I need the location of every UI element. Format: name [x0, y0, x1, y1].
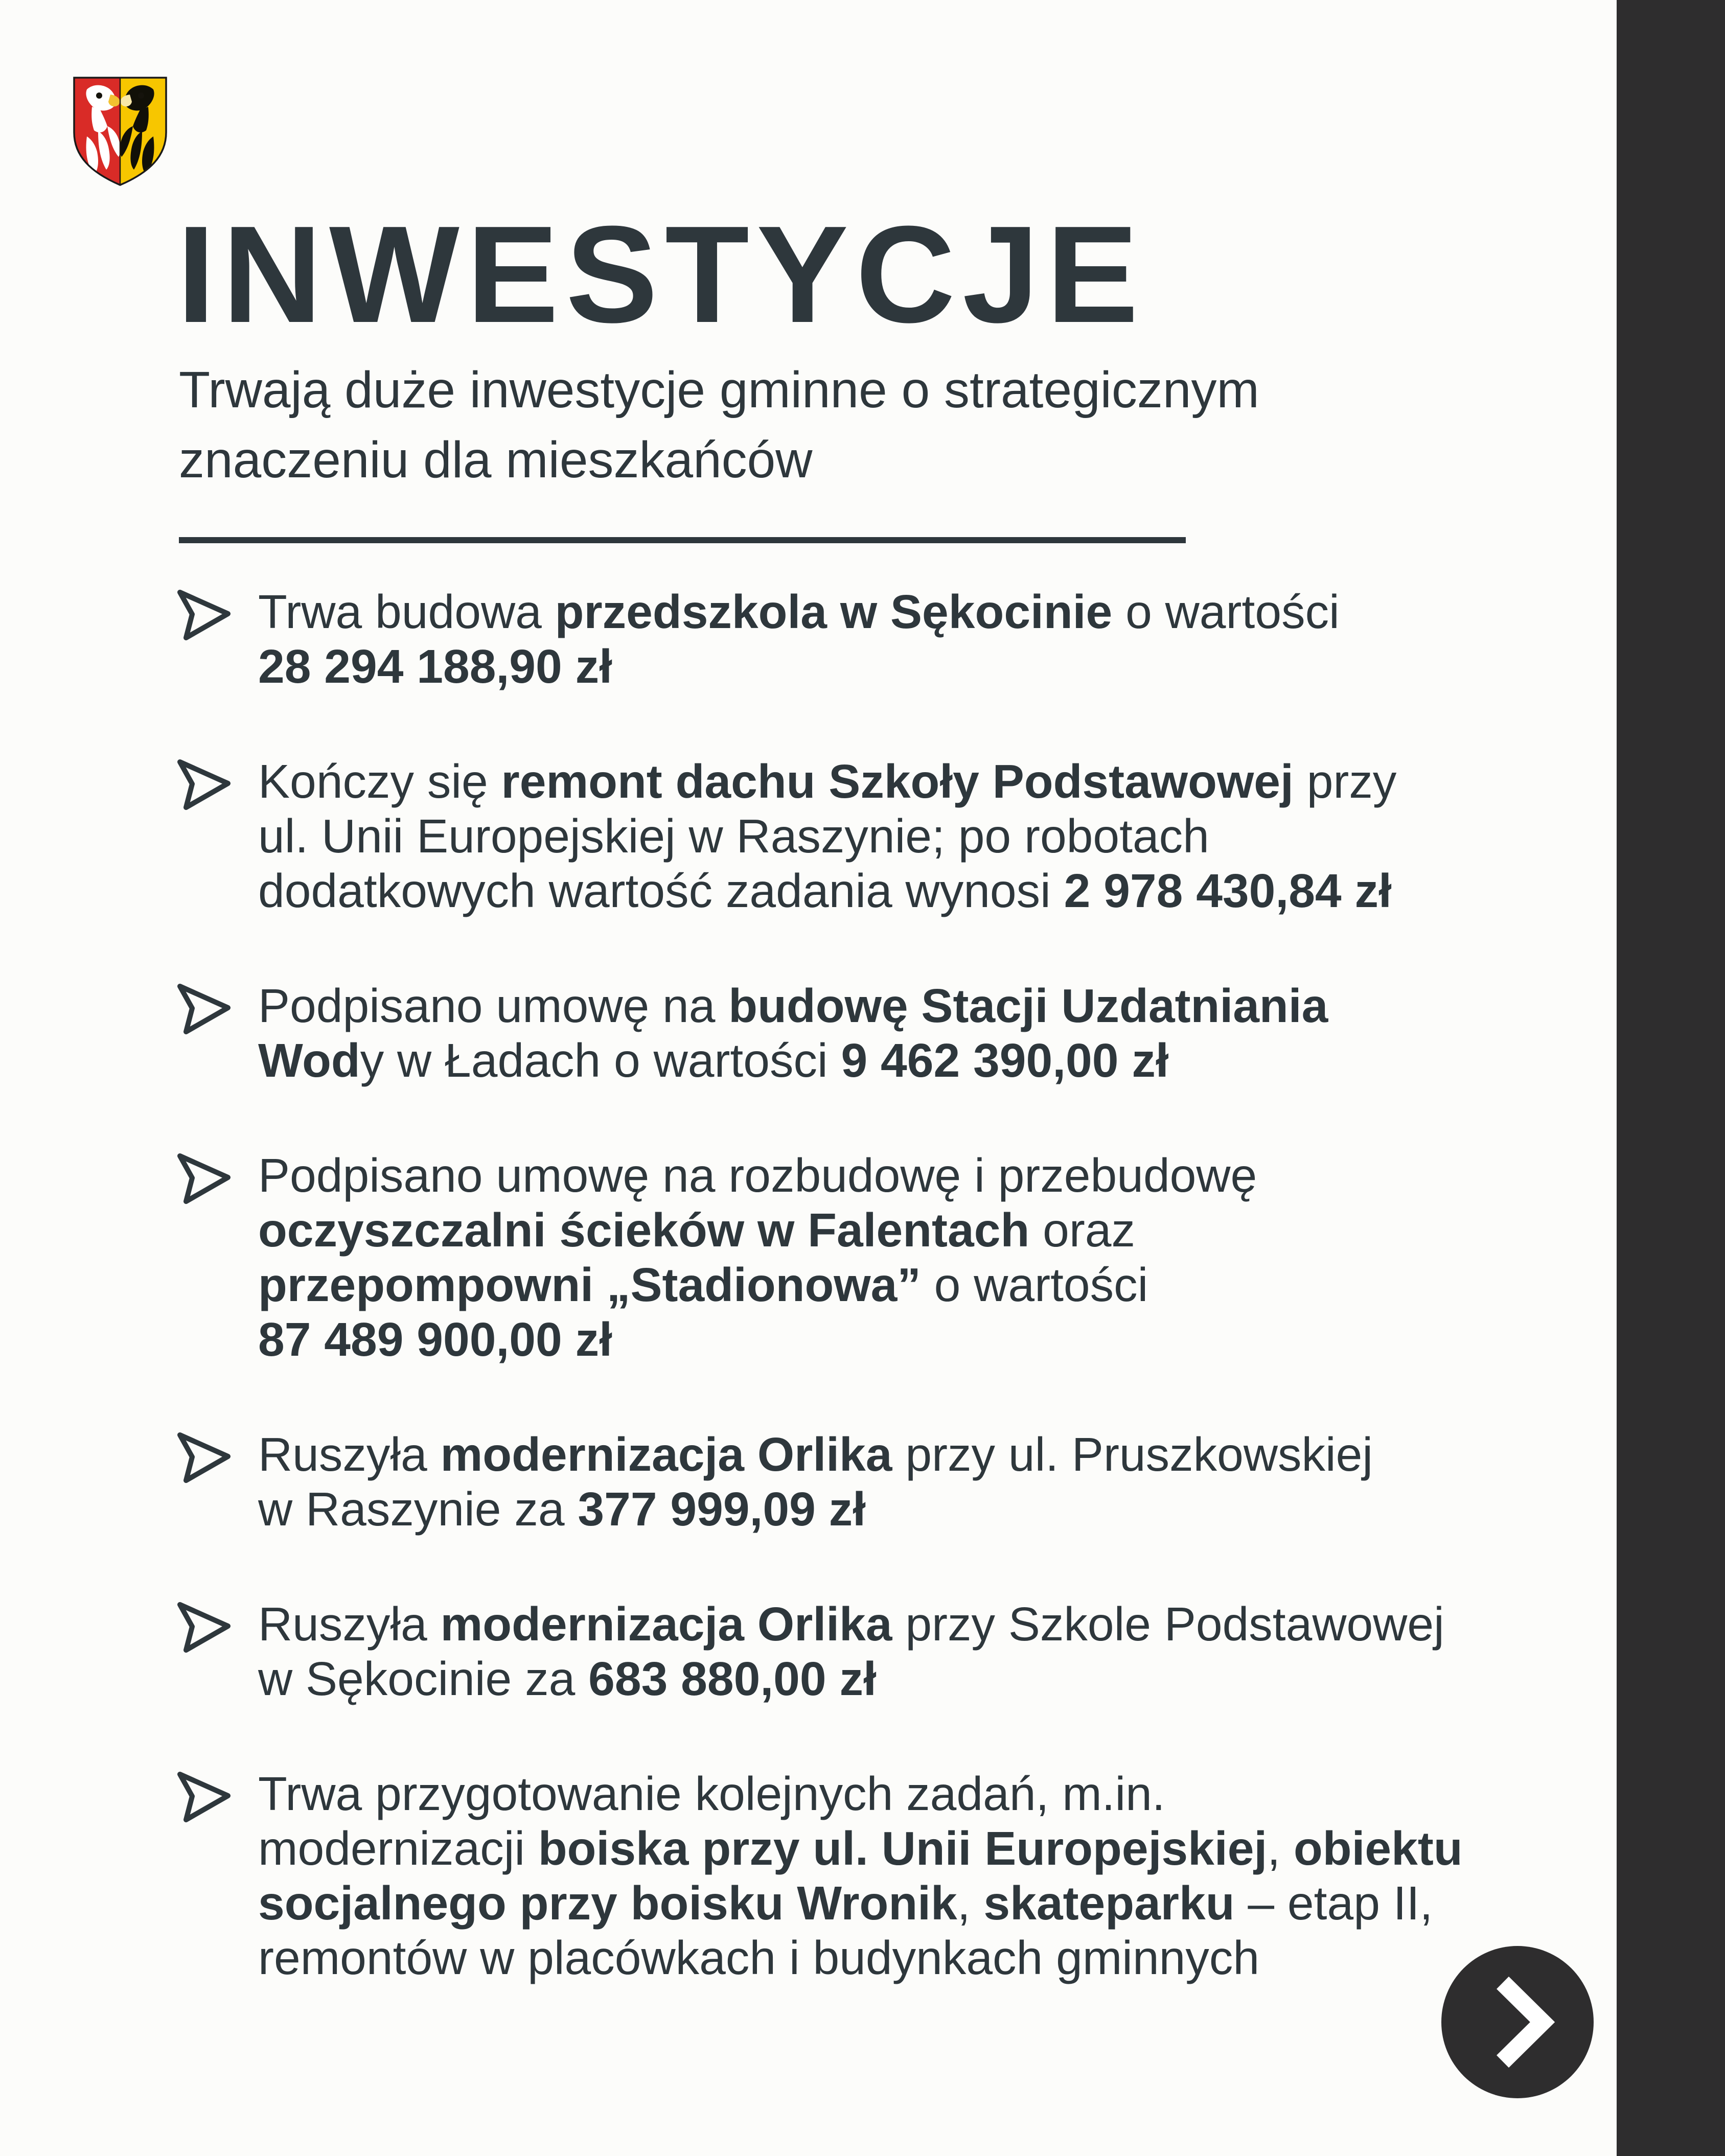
text-segment: ul. Unii Europejskiej w Raszynie; po robotach — [258, 809, 1209, 863]
text-segment: Trwa przygotowanie kolejnych zadań, m.in. — [258, 1767, 1165, 1820]
arrow-right-icon — [175, 1151, 233, 1206]
bullet-line — [258, 1203, 1257, 1258]
bullet-line — [258, 864, 1396, 918]
list-item — [175, 1597, 1545, 1706]
bold-segment: przepompowni „Stadionowa” — [258, 1258, 921, 1311]
coat-of-arms-icon — [72, 75, 169, 188]
bullet-line — [258, 1312, 1257, 1367]
bold-segment: socjalnego przy boisku Wronik — [258, 1876, 957, 1930]
coat-of-arms-logo — [72, 75, 169, 188]
bullet-line — [258, 1931, 1463, 1985]
bold-segment: boiska przy ul. Unii Europejskiej — [538, 1822, 1268, 1875]
arrow-right-icon — [175, 588, 233, 642]
bold-segment: 377 999,09 zł — [578, 1482, 866, 1536]
bold-segment: remont dachu Szkoły Podstawowej — [501, 755, 1294, 808]
bullet-text — [258, 1767, 1463, 1985]
text-segment: o wartości — [921, 1258, 1148, 1311]
bullet-line — [258, 1482, 1373, 1537]
bullet-line — [258, 1876, 1463, 1931]
bold-segment: 28 294 188,90 zł — [258, 640, 612, 693]
bold-segment: oczyszczalni ścieków w Falentach — [258, 1203, 1030, 1257]
divider-rule — [179, 537, 1186, 543]
text-segment: Ruszyła — [258, 1428, 441, 1481]
text-segment: dodatkowych wartość zadania wynosi — [258, 864, 1064, 917]
right-edge-bar — [1617, 0, 1725, 2156]
text-segment: Podpisano umowę na rozbudowę i przebudowę — [258, 1149, 1257, 1202]
bullet-line — [258, 1427, 1373, 1482]
bold-segment: skateparku — [983, 1876, 1235, 1930]
text-segment: przy ul. Pruszkowskiej — [892, 1428, 1373, 1481]
bold-segment: 9 462 390,00 zł — [841, 1034, 1169, 1087]
text-segment: przy — [1293, 755, 1397, 808]
list-item — [175, 1427, 1545, 1537]
bullet-text — [258, 754, 1396, 918]
list-item — [175, 585, 1545, 694]
text-segment: modernizacji — [258, 1822, 538, 1875]
bullet-line — [258, 1652, 1444, 1706]
bullet-line — [258, 639, 1340, 694]
text-segment: o wartości — [1112, 585, 1340, 638]
text-segment: y w Ładach o wartości — [360, 1034, 841, 1087]
bullet-text — [258, 1148, 1257, 1367]
bullet-line — [258, 1821, 1463, 1876]
bullet-line — [258, 979, 1328, 1033]
text-segment: , — [1267, 1822, 1294, 1875]
bold-segment: Wod — [258, 1034, 360, 1087]
arrow-right-icon — [175, 757, 233, 812]
bullet-line — [258, 809, 1396, 864]
bullet-line — [258, 1033, 1328, 1088]
arrow-right-icon — [175, 982, 233, 1036]
bullet-text — [258, 979, 1328, 1088]
text-segment: Ruszyła — [258, 1597, 441, 1651]
bullet-line — [258, 1258, 1257, 1312]
arrow-right-icon — [175, 1600, 233, 1655]
text-segment: , — [957, 1876, 984, 1930]
bold-segment: budowę Stacji Uzdatniania — [728, 979, 1328, 1032]
bullet-text — [258, 1597, 1444, 1706]
bold-segment: modernizacja Orlika — [440, 1428, 892, 1481]
bullet-line — [258, 1597, 1444, 1652]
bullet-line — [258, 585, 1340, 639]
bold-segment: obiektu — [1293, 1822, 1463, 1875]
text-segment: – etap II, — [1234, 1876, 1433, 1930]
page-title: INWESTYCJE — [177, 198, 1146, 352]
list-item — [175, 754, 1545, 918]
text-segment: w Sękocinie za — [258, 1652, 589, 1705]
bold-segment: przedszkola w Sękocinie — [555, 585, 1113, 638]
text-segment: remontów w placówkach i budynkach gminnych — [258, 1931, 1260, 1984]
subtitle-line-2: znaczeniu dla mieszkańców — [179, 431, 813, 489]
text-segment: w Raszynie za — [258, 1482, 578, 1536]
text-segment: oraz — [1029, 1203, 1136, 1257]
bold-segment: 87 489 900,00 zł — [258, 1313, 612, 1366]
investment-list — [175, 585, 1545, 2046]
arrow-right-icon — [175, 1770, 233, 1824]
bullet-line — [258, 1148, 1257, 1203]
text-segment: Kończy się — [258, 755, 501, 808]
bullet-text — [258, 1427, 1373, 1537]
bullet-line — [258, 1767, 1463, 1821]
page-subtitle — [179, 355, 1259, 495]
subtitle-line-1: Trwają duże inwestycje gminne o strategicznym — [179, 361, 1259, 419]
bullet-line — [258, 754, 1396, 809]
text-segment: Podpisano umowę na — [258, 979, 729, 1032]
arrow-right-icon — [175, 1430, 233, 1485]
bullet-text — [258, 585, 1340, 694]
bold-segment: 683 880,00 zł — [588, 1652, 877, 1705]
list-item — [175, 1148, 1545, 1367]
text-segment: przy Szkole Podstawowej — [892, 1597, 1444, 1651]
bold-segment: modernizacja Orlika — [440, 1597, 892, 1651]
list-item — [175, 979, 1545, 1088]
next-slide-button[interactable] — [1441, 1946, 1594, 2098]
list-item — [175, 1767, 1545, 1985]
chevron-right-icon — [1441, 1946, 1594, 2098]
text-segment: Trwa budowa — [258, 585, 555, 638]
bold-segment: 2 978 430,84 zł — [1064, 864, 1392, 917]
